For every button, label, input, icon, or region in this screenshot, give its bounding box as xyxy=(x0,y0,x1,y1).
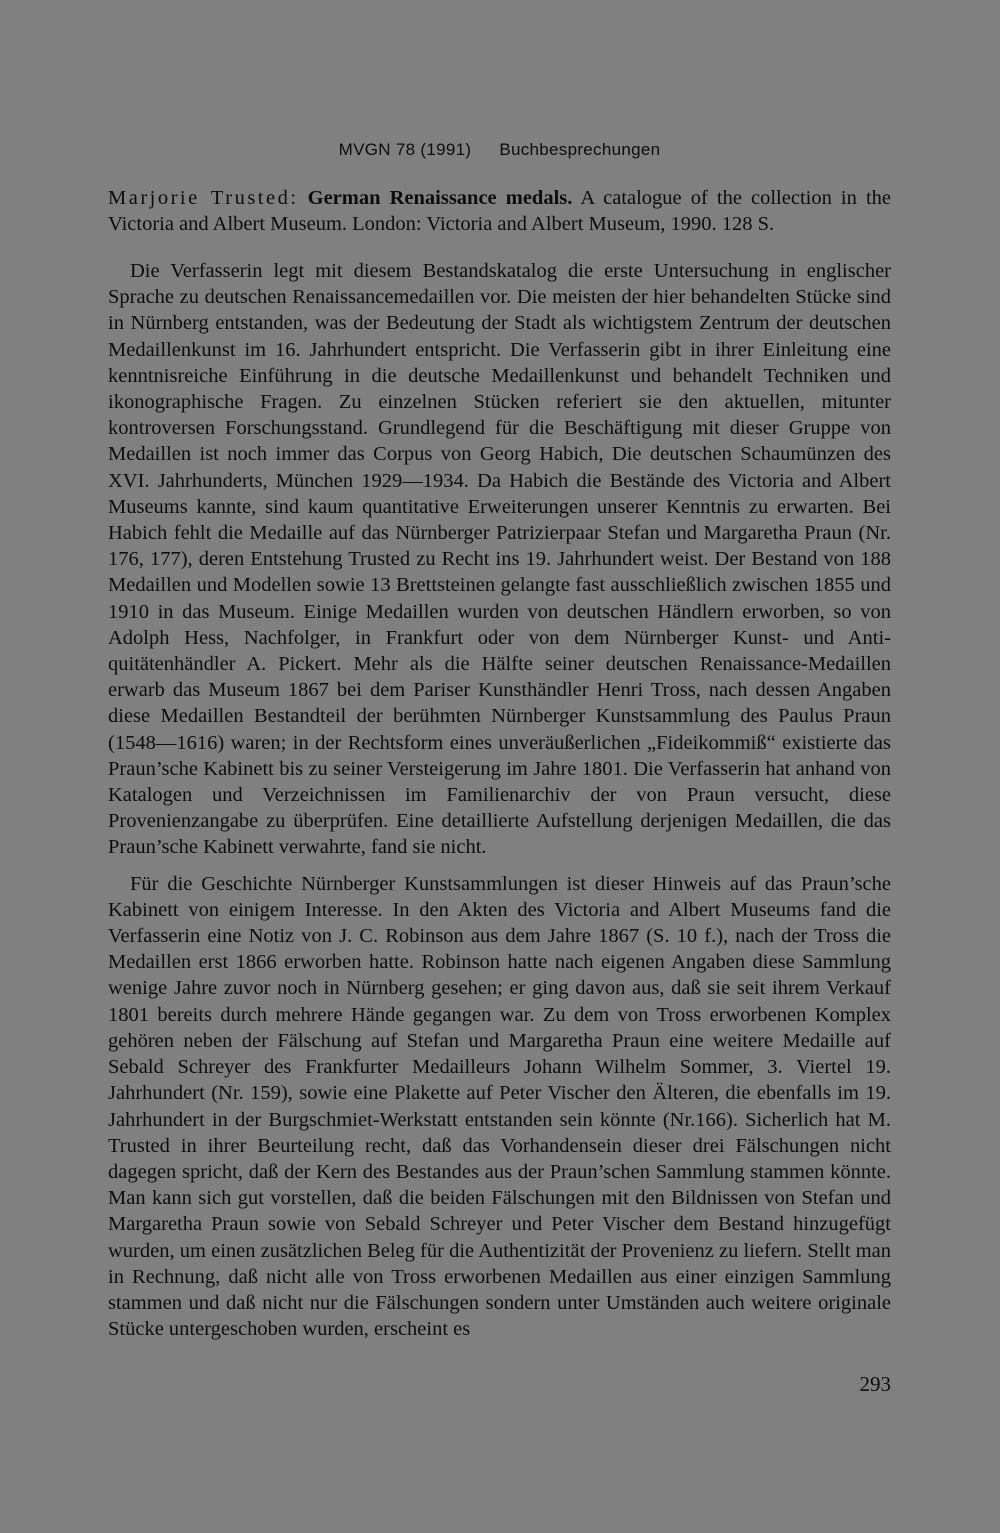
paragraph-2: Für die Geschichte Nürnberger Kunstsammlungen ist dieser Hinweis auf das Praun’sche Kabinett von einigem Interesse. In den Akten des Victoria and Albert Museums fand die Verfasserin eine Notiz von J. C. Robinson aus dem Jahre 1867 (S. 10 f.), nach der Tross die Medaillen erst 1866 erworben hatte. Robinson hatte nach eigenen Angaben diese Sammlung wenige Jahre zuvor noch in Nürnberg gesehen; er ging davon aus, daß sie seit ihrem Verkauf 1801 bereits durch mehrere Hände gegangen war. Zu dem von Tross erworbenen Komplex gehören neben der Fälschung auf Stefan und Margaretha Praun eine weitere Medaille auf Sebald Schreyer des Frankfurter Medailleurs Johann Wilhelm Sommer, 3. Viertel 19. Jahrhundert (Nr. 159), sowie eine Plakette auf Peter Vischer den Älteren, die ebenfalls im 19. Jahrhundert in der Burgschmiet-Werkstatt entstanden sein könnte (Nr.166). Sicherlich hat M. Trusted in ihrer Beurteilung recht, daß das Vorhandensein dieser drei Fälschungen nicht dagegen spricht, daß der Kern des Bestandes aus der Praun’schen Sammlung stammen könnte. Man kann sich gut vorstellen, daß die beiden Fälschungen mit den Bildnissen von Stefan und Margaretha Praun sowie von Sebald Schreyer und Peter Vischer dem Bestand hinzugefügt wurden, um einen zusätzlichen Beleg für die Authentizität der Provenienz zu liefern. Stellt man in Rechnung, daß nicht alle von Tross erworbenen Medaillen aus einer einzigen Sammlung stammen und daß nicht nur die Fälschungen sondern unter Umständen auch weitere originale Stücke untergeschoben wurden, erscheint es xyxy=(108,872,891,1341)
citation-author: Marjorie Trusted: xyxy=(108,187,299,209)
page-number: 293 xyxy=(859,1372,891,1396)
journal-reference: MVGN 78 (1991) xyxy=(338,140,472,159)
review-body xyxy=(108,258,891,1342)
citation-details: A catalogue of the collection in the Victoria and Albert Museum. London: Victoria and Albert Museum, 1990. 128 S. xyxy=(108,187,892,235)
document-page xyxy=(108,0,891,1533)
paragraph-1: Die Verfasserin legt mit diesem Bestandskatalog die erste Untersuchung in englischer Sprache zu deutschen Renaissancemedaillen vor. Die meisten der hier behandelten Stücke sind in Nürnberg entstanden, was der Bedeutung der Stadt als wichtigstem Zentrum der deutschen Medaillenkunst im 16. Jahrhundert entspricht. Die Verfasserin gibt in ihrer Einleitung eine kenntnisreiche Einführung in die deutsche Medaillenkunst und behandelt Techniken und ikonographische Fragen. Zu einzelnen Stücken referiert sie den aktuellen, mitunter kontroversen Forschungsstand. Grundlegend für die Beschäftigung mit dieser Gruppe von Medaillen ist noch immer das Corpus von Georg Habich, Die deutschen Schaumünzen des XVI. Jahrhunderts, München 1929—1934. Da Habich die Bestände des Victoria and Albert Museums kannte, sind kaum quantitative Erweiterungen unserer Kenntnis zu erwarten. Bei Habich fehlt die Medaille auf das Nürnberger Patrizierpaar Stefan und Margaretha Praun (Nr. 176, 177), deren Entstehung Trusted zu Recht ins 19. Jahrhundert weist. Der Bestand von 188 Medaillen und Modellen sowie 13 Brettsteinen gelangte fast ausschließlich zwischen 1855 und 1910 in das Museum. Einige Medaillen wurden von deutschen Händlern erworben, so von Adolph Hess, Nachfolger, in Frankfurt oder von dem Nürnberger Kunst- und Antiquitätenhändler A. Pickert. Mehr als die Hälfte seiner deutschen Renaissance-Medaillen erwarb das Museum 1867 bei dem Pariser Kunsthändler Henri Tross, nach dessen Angaben diese Medaillen Bestandteil der berühmten Nürnberger Kunstsammlung des Paulus Praun (1548—1616) waren; in der Rechtsform eines unveräußerlichen „Fideikommiß“ existierte das Praun’sche Kabinett bis zu seiner Versteigerung im Jahre 1801. Die Verfasserin hat anhand von Katalogen und Verzeichnissen im Familienarchiv der von Praun versucht, diese Provenienzangabe zu überprüfen. Eine detaillierte Aufstellung derjenigen Medaillen, die das Praun’sche Kabinett verwahrte, fand sie nicht. xyxy=(108,260,891,859)
section-title: Buchbesprechungen xyxy=(499,140,661,159)
running-head xyxy=(108,140,891,160)
citation-title: German Renaissance medals. xyxy=(307,187,573,209)
bibliographic-citation xyxy=(108,185,891,237)
